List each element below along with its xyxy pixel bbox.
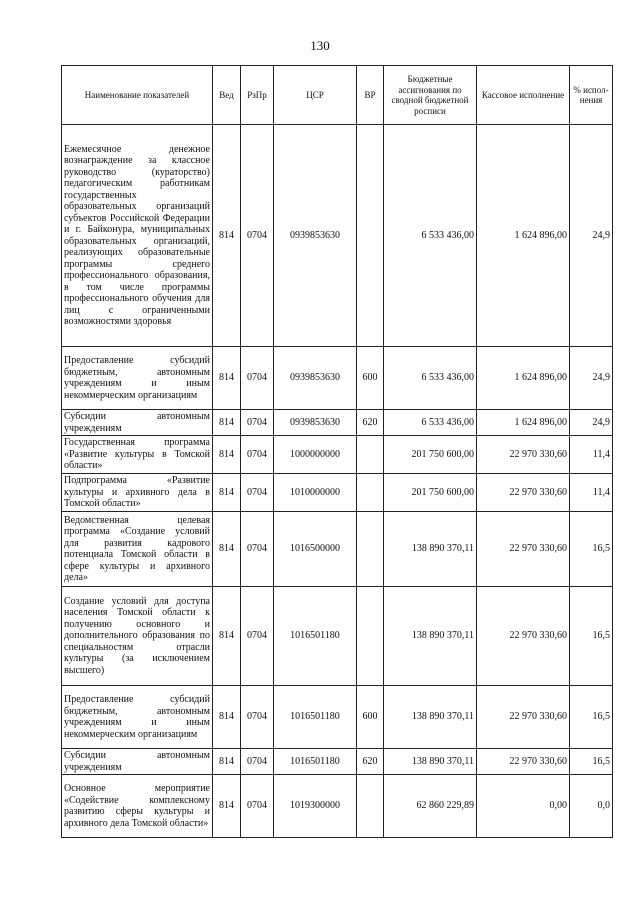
row-ved: 814 bbox=[213, 775, 241, 838]
row-name: Государственная программа «Развитие культуры в Томской области» bbox=[62, 436, 213, 474]
row-name: Предоставление субсидий бюджетным, автономным учреждениям и иным некоммерческим организациям bbox=[62, 686, 213, 749]
row-cash: 22 970 330,60 bbox=[477, 512, 570, 587]
row-rzpr: 0704 bbox=[241, 125, 274, 347]
row-ved: 814 bbox=[213, 749, 241, 775]
row-budget: 62 860 229,89 bbox=[384, 775, 477, 838]
table-row bbox=[62, 474, 613, 512]
row-name: Подпрограмма «Развитие культуры и архивного дела в Томской области» bbox=[62, 474, 213, 512]
table-row bbox=[62, 587, 613, 686]
row-ved: 814 bbox=[213, 512, 241, 587]
row-cash: 1 624 896,00 bbox=[477, 347, 570, 410]
row-csr: 0939853630 bbox=[274, 347, 357, 410]
header-rzpr: РзПр bbox=[241, 66, 274, 125]
row-vr bbox=[357, 587, 384, 686]
row-ved: 814 bbox=[213, 587, 241, 686]
row-budget: 138 890 370,11 bbox=[384, 686, 477, 749]
table-row bbox=[62, 125, 613, 347]
row-name: Основное мероприятие «Содействие комплексному развитию сферы культуры и архивного дела Томской области» bbox=[62, 775, 213, 838]
row-name: Субсидии автономным учреждениям bbox=[62, 749, 213, 775]
row-rzpr: 0704 bbox=[241, 749, 274, 775]
row-pct: 11,4 bbox=[570, 474, 613, 512]
table-row bbox=[62, 436, 613, 474]
row-rzpr: 0704 bbox=[241, 686, 274, 749]
row-pct: 16,5 bbox=[570, 587, 613, 686]
row-pct: 24,9 bbox=[570, 125, 613, 347]
row-ved: 814 bbox=[213, 125, 241, 347]
row-budget: 6 533 436,00 bbox=[384, 410, 477, 436]
row-rzpr: 0704 bbox=[241, 410, 274, 436]
table-row bbox=[62, 686, 613, 749]
row-cash: 1 624 896,00 bbox=[477, 125, 570, 347]
row-rzpr: 0704 bbox=[241, 347, 274, 410]
row-name: Субсидии автономным учреждениям bbox=[62, 410, 213, 436]
row-vr bbox=[357, 512, 384, 587]
row-budget: 201 750 600,00 bbox=[384, 474, 477, 512]
row-budget: 6 533 436,00 bbox=[384, 125, 477, 347]
table-row bbox=[62, 347, 613, 410]
row-rzpr: 0704 bbox=[241, 775, 274, 838]
header-pct: % испол- нения bbox=[570, 66, 613, 125]
row-pct: 0,0 bbox=[570, 775, 613, 838]
row-name: Создание условий для доступа населения Томской области к получению основного и дополнительного образования по специальностям отрасли культуры (за исключением высшего) bbox=[62, 587, 213, 686]
row-budget: 138 890 370,11 bbox=[384, 749, 477, 775]
row-pct: 16,5 bbox=[570, 749, 613, 775]
row-budget: 138 890 370,11 bbox=[384, 587, 477, 686]
row-cash: 22 970 330,60 bbox=[477, 686, 570, 749]
row-budget: 138 890 370,11 bbox=[384, 512, 477, 587]
row-csr: 1016500000 bbox=[274, 512, 357, 587]
row-cash: 22 970 330,60 bbox=[477, 436, 570, 474]
budget-execution-table bbox=[61, 65, 613, 838]
row-name: Ведомственная целевая программа «Создание условий для развития кадрового потенциала Томской области в сфере культуры и архивного дела» bbox=[62, 512, 213, 587]
header-name: Наименование показателей bbox=[62, 66, 213, 125]
header-vr: ВР bbox=[357, 66, 384, 125]
row-ved: 814 bbox=[213, 436, 241, 474]
row-csr: 0939853630 bbox=[274, 410, 357, 436]
row-rzpr: 0704 bbox=[241, 512, 274, 587]
row-cash: 22 970 330,60 bbox=[477, 474, 570, 512]
row-vr bbox=[357, 775, 384, 838]
row-ved: 814 bbox=[213, 347, 241, 410]
row-name: Предоставление субсидий бюджетным, автономным учреждениям и иным некоммерческим организациям bbox=[62, 347, 213, 410]
row-csr: 1016501180 bbox=[274, 686, 357, 749]
row-rzpr: 0704 bbox=[241, 587, 274, 686]
row-cash: 1 624 896,00 bbox=[477, 410, 570, 436]
row-vr: 600 bbox=[357, 347, 384, 410]
row-ved: 814 bbox=[213, 410, 241, 436]
page-number: 130 bbox=[310, 38, 330, 53]
row-ved: 814 bbox=[213, 474, 241, 512]
row-csr: 1000000000 bbox=[274, 436, 357, 474]
row-vr bbox=[357, 125, 384, 347]
row-cash: 0,00 bbox=[477, 775, 570, 838]
row-pct: 24,9 bbox=[570, 410, 613, 436]
row-budget: 6 533 436,00 bbox=[384, 347, 477, 410]
table-header-row bbox=[62, 66, 613, 125]
row-rzpr: 0704 bbox=[241, 436, 274, 474]
row-budget: 201 750 600,00 bbox=[384, 436, 477, 474]
header-ved: Вед bbox=[213, 66, 241, 125]
row-pct: 24,9 bbox=[570, 347, 613, 410]
table-row bbox=[62, 775, 613, 838]
row-csr: 1016501180 bbox=[274, 749, 357, 775]
row-name: Ежемесячное денежное вознаграждение за классное руководство (кураторство) педагогическим работникам государственных образовательных организаций субъектов Российской Федерации и г. Байконура, муниципальных образовательных организаций, реализующих образовательные программы среднего профессионального образования, в том числе программы профессионального обучения для лиц с ограниченными возможностями здоровья bbox=[62, 125, 213, 347]
row-csr: 0939853630 bbox=[274, 125, 357, 347]
table-row bbox=[62, 749, 613, 775]
header-budget: Бюджетные ассигнования по сводной бюджетной росписи bbox=[384, 66, 477, 125]
header-csr: ЦСР bbox=[274, 66, 357, 125]
row-vr bbox=[357, 474, 384, 512]
header-cash: Кассовое исполнение bbox=[477, 66, 570, 125]
row-csr: 1010000000 bbox=[274, 474, 357, 512]
row-vr: 620 bbox=[357, 749, 384, 775]
row-vr bbox=[357, 436, 384, 474]
row-pct: 11,4 bbox=[570, 436, 613, 474]
table-row bbox=[62, 410, 613, 436]
row-cash: 22 970 330,60 bbox=[477, 587, 570, 686]
row-pct: 16,5 bbox=[570, 686, 613, 749]
table-row bbox=[62, 512, 613, 587]
row-cash: 22 970 330,60 bbox=[477, 749, 570, 775]
row-vr: 620 bbox=[357, 410, 384, 436]
row-csr: 1019300000 bbox=[274, 775, 357, 838]
row-rzpr: 0704 bbox=[241, 474, 274, 512]
row-vr: 600 bbox=[357, 686, 384, 749]
row-csr: 1016501180 bbox=[274, 587, 357, 686]
row-ved: 814 bbox=[213, 686, 241, 749]
row-pct: 16,5 bbox=[570, 512, 613, 587]
